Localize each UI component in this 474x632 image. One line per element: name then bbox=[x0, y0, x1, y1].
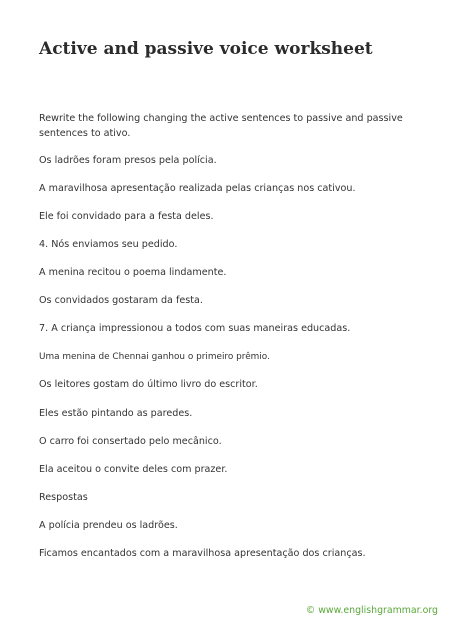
sentence-line: Ele foi convidado para a festa deles. bbox=[39, 211, 214, 222]
sentence-line: Os leitores gostam do último livro do escritor. bbox=[39, 379, 258, 390]
sentence-line: Ela aceitou o convite deles com prazer. bbox=[39, 464, 228, 475]
sentence-line: 4. Nós enviamos seu pedido. bbox=[39, 239, 178, 250]
sentence-line: Os ladrões foram presos pela polícia. bbox=[39, 155, 217, 166]
page-title: Active and passive voice worksheet bbox=[39, 39, 373, 59]
sentence-line: Uma menina de Chennai ganhou o primeiro prêmio. bbox=[39, 352, 270, 362]
instructions-paragraph: Rewrite the following changing the active sentences to passive and passive sentences to ativo. bbox=[39, 113, 403, 139]
sentence-line: A menina recitou o poema lindamente. bbox=[39, 267, 227, 278]
footer-copyright: © www.englishgrammar.org bbox=[305, 605, 438, 616]
sentence-line: Eles estão pintando as paredes. bbox=[39, 408, 193, 419]
answer-line: Ficamos encantados com a maravilhosa apresentação dos crianças. bbox=[39, 548, 366, 559]
answer-line: A polícia prendeu os ladrões. bbox=[39, 520, 178, 531]
sentence-line: Os convidados gostaram da festa. bbox=[39, 295, 203, 306]
sentence-line: 7. A criança impressionou a todos com suas maneiras educadas. bbox=[39, 323, 351, 334]
sentence-line: A maravilhosa apresentação realizada pelas crianças nos cativou. bbox=[39, 183, 356, 194]
answers-heading: Respostas bbox=[39, 492, 88, 503]
sentence-line: O carro foi consertado pelo mecânico. bbox=[39, 436, 222, 447]
